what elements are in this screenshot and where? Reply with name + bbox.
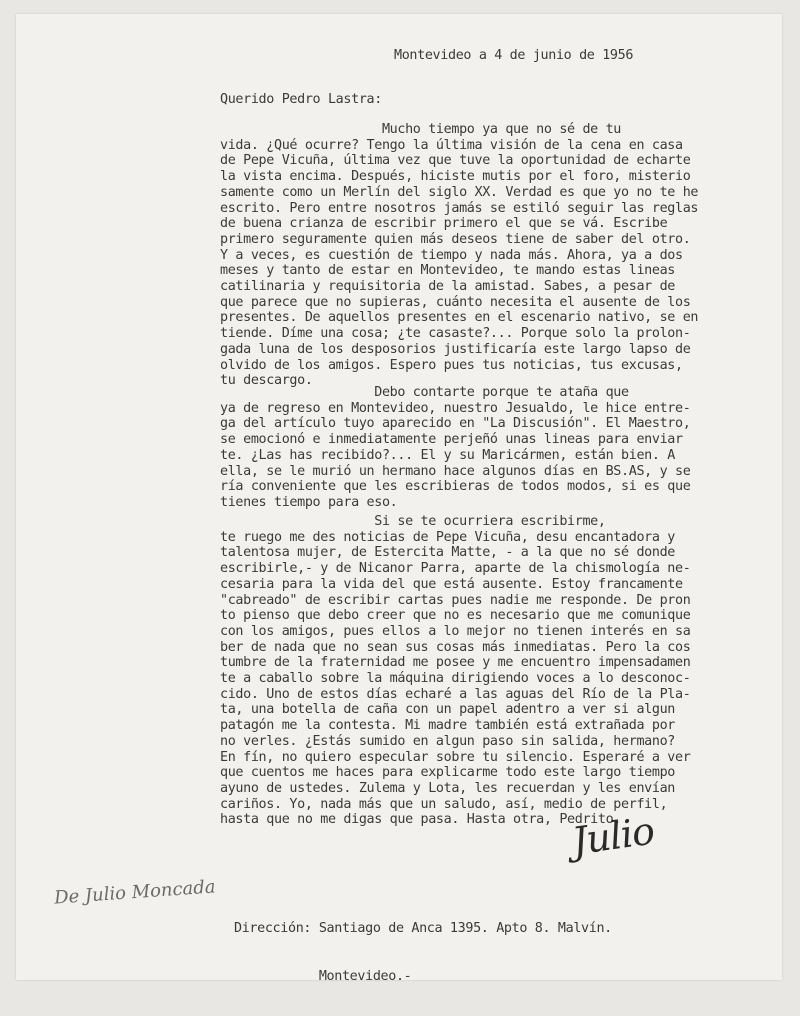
- letter-line: que parece que no supieras, cuánto necesita el ausente de los: [220, 294, 691, 310]
- letter-line: Mucho tiempo ya que no sé de tu: [220, 122, 622, 137]
- letter-line: Si se te ocurriera escribirme,: [220, 514, 606, 529]
- letter-line: no verles. ¿Estás sumido en algun paso sin salida, hermano?: [220, 733, 675, 749]
- letter-line: presentes. De aquellos presentes en el escenario nativo, se en: [220, 310, 699, 326]
- letter-line: gada luna de los desposorios justificaría este largo lapso de: [220, 341, 691, 357]
- letter-line: tienes tiempo para eso.: [220, 494, 398, 510]
- letter-line: ya de regreso en Montevideo, nuestro Jesualdo, le hice entre-: [220, 400, 691, 416]
- letter-line: "cabreado" de escribir cartas pues nadie me responde. De pron: [220, 592, 691, 608]
- letter-line: vida. ¿Qué ocurre? Tengo la última visión de la cena en casa: [220, 137, 683, 153]
- letter-line: se emocionó e inmediatamente perjeñó unas lineas para enviar: [220, 432, 683, 448]
- letter-line: la vista encima. Después, hiciste mutis por el foro, misterio: [220, 169, 691, 185]
- letter-line: tiende. Díme una cosa; ¿te casaste?... Porque solo la prolon-: [220, 326, 691, 342]
- letter-line: hasta que no me digas que pasa. Hasta otra, Pedrito.: [220, 812, 622, 828]
- letter-line: cariños. Yo, nada más que un saludo, así, medio de perfil,: [220, 796, 668, 812]
- signature: Julio: [569, 808, 657, 864]
- letter-line: Debo contarte porque te ataña que: [220, 385, 629, 400]
- letter-sheet: [16, 14, 782, 984]
- letter-line: cido. Uno de estos días echaré a las aguas del Río de la Pla-: [220, 686, 691, 702]
- letter-line: te a caballo sobre la máquina dirigiendo voces a lo desconoc-: [220, 671, 691, 687]
- letter-line: meses y tanto de estar en Montevideo, te mando estas lineas: [220, 263, 675, 279]
- letter-line: ber de nada que no sean sus cosas más inmediatas. Pero la cos: [220, 639, 691, 655]
- letter-line: ga del artículo tuyo aparecido en "La Discusión". El Maestro,: [220, 416, 691, 432]
- paragraph-1: [220, 122, 698, 389]
- letter-line: ría conveniente que les escribieras de todos modos, si es que: [220, 479, 691, 495]
- address-block: [234, 890, 612, 1016]
- letter-line: catilinaria y requisitoria de la amistad. Sabes, a pesar de: [220, 279, 675, 295]
- paragraph-2: [220, 385, 690, 511]
- letter-line: ayuno de ustedes. Zulema y Lota, les recuerdan y les envían: [220, 780, 675, 796]
- address-line-1: Dirección: Santiago de Anca 1395. Apto 8. Malvín.: [234, 921, 612, 937]
- letter-line: te. ¿Las has recibido?... El y su Maricármen, están bien. A: [220, 447, 675, 463]
- letter-line: to pienso que debo creer que no es necesario que me comunique: [220, 608, 691, 624]
- letter-line: talentosa mujer, de Estercita Matte, - a la que no sé donde: [220, 545, 675, 561]
- letter-line: patagón me la contesta. Mi madre también está extrañada por: [220, 718, 675, 734]
- letter-line: ella, se le murió un hermano hace algunos días en BS.AS, y se: [220, 463, 691, 479]
- letter-line: Y a veces, es cuestión de tiempo y nada más. Ahora, ya a dos: [220, 247, 683, 263]
- letter-line: te ruego me des noticias de Pepe Vicuña, desu encantadora y: [220, 529, 675, 545]
- letter-line: En fín, no quiero especular sobre tu silencio. Esperaré a ver: [220, 749, 691, 765]
- letter-line: que cuentos me haces para explicarme todo este largo tiempo: [220, 765, 675, 781]
- letter-line: cesaria para la vida del que está ausente. Estoy francamente: [220, 576, 683, 592]
- paragraph-3: [220, 514, 690, 828]
- letter-line: tumbre de la fraternidad me posee y me encuentro impensadamen: [220, 655, 691, 671]
- letter-line: escrito. Pero entre nosotros jamás se estiló seguir las reglas: [220, 200, 699, 216]
- handwritten-note: De Julio Moncada: [53, 876, 217, 909]
- letter-line: con los amigos, pues ellos a lo mejor no tienen interés en sa: [220, 623, 691, 639]
- letter-line: ta, una botella de caña con un papel adentro a ver si algun: [220, 702, 675, 718]
- letter-line: de Pepe Vicuña, última vez que tuve la oportunidad de echarte: [220, 153, 691, 169]
- letter-line: escribirle,- y de Nicanor Parra, aparte de la chismología ne-: [220, 561, 691, 577]
- dateline: Montevideo a 4 de junio de 1956: [394, 48, 634, 63]
- letter-line: de buena crianza de escribir primero el que se vá. Escribe: [220, 216, 668, 232]
- letter-line: samente como un Merlín del siglo XX. Verdad es que yo no te he: [220, 184, 699, 200]
- salutation: Querido Pedro Lastra:: [220, 92, 382, 107]
- address-line-2: Montevideo.-: [234, 968, 412, 984]
- letter-line: primero seguramente quien más deseos tiene de saber del otro.: [220, 231, 691, 247]
- letter-line: tu descargo.: [220, 373, 313, 389]
- letter-line: olvido de los amigos. Espero pues tus noticias, tus excusas,: [220, 357, 683, 373]
